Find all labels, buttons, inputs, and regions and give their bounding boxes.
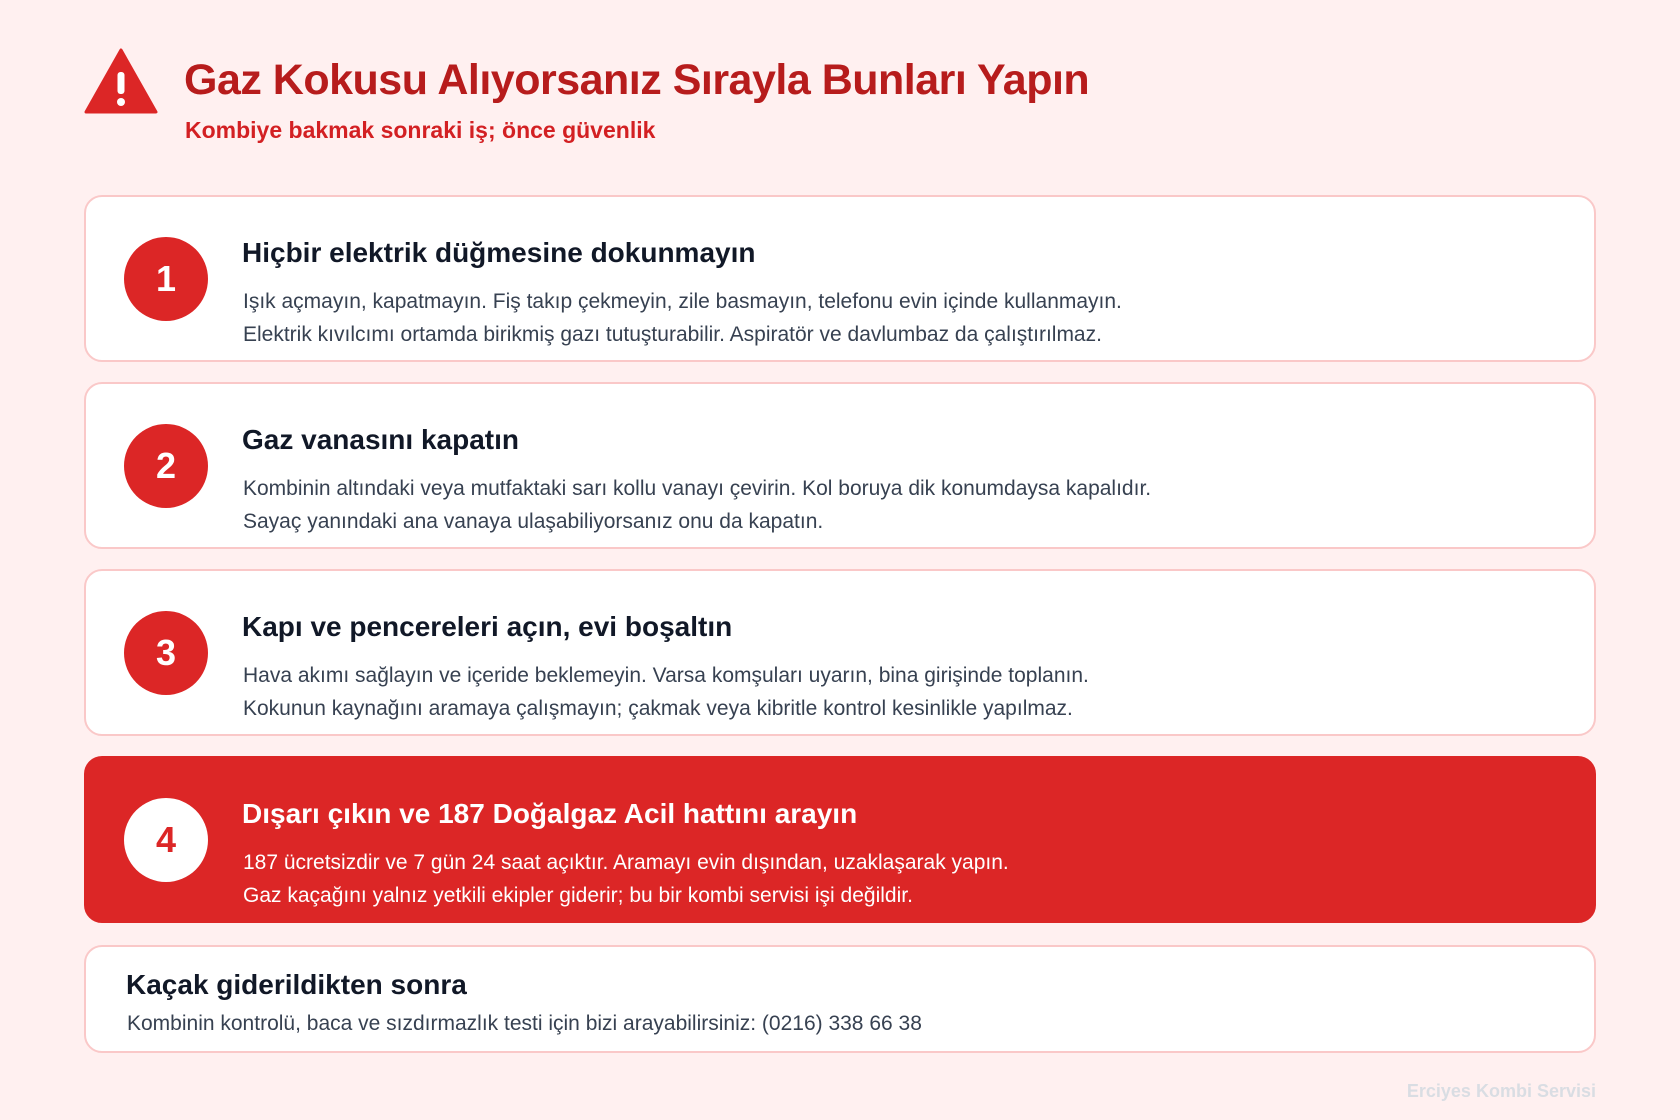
page-title: Gaz Kokusu Alıyorsanız Sırayla Bunları Yapın (184, 56, 1090, 104)
step-number-badge: 2 (124, 424, 208, 508)
after-leak-info-card (84, 945, 1596, 1053)
step-description-line: Sayaç yanındaki ana vanaya ulaşabiliyorsanız onu da kapatın. (243, 510, 824, 533)
step-description (243, 659, 1089, 725)
step-number-badge: 1 (124, 237, 208, 321)
step-description-line: Işık açmayın, kapatmayın. Fiş takıp çekmeyin, zile basmayın, telefonu evin içinde kullanmayın. (243, 290, 1122, 313)
step-description (243, 846, 1009, 912)
step-number-badge: 3 (124, 611, 208, 695)
step-card-1 (84, 195, 1596, 362)
header (84, 44, 1584, 154)
step-description (243, 472, 1151, 538)
step-title: Gaz vanasını kapatın (242, 424, 519, 455)
step-card-2 (84, 382, 1596, 549)
footer-brand: Erciyes Kombi Servisi (1406, 1081, 1596, 1101)
step-description-line: Elektrik kıvılcımı ortamda birikmiş gazı tutuşturabilir. Aspiratör ve davlumbaz da çalıştırılmaz. (243, 323, 1102, 346)
step-description-line: Kombinin altındaki veya mutfaktaki sarı kollu vanayı çevirin. Kol boruya dik konumdaysa kapalıdır. (243, 477, 1152, 500)
step-title: Hiçbir elektrik düğmesine dokunmayın (242, 237, 756, 268)
step-card-4-emergency (84, 756, 1596, 923)
step-title: Dışarı çıkın ve 187 Doğalgaz Acil hattını arayın (242, 798, 858, 829)
step-number-badge: 4 (124, 798, 208, 882)
after-leak-title: Kaçak giderildikten sonra (126, 969, 467, 1000)
warning-triangle-icon (84, 48, 158, 114)
step-description-line: Gaz kaçağını yalnız yetkili ekipler giderir; bu bir kombi servisi işi değildir. (243, 884, 913, 907)
after-leak-contact-text: Kombinin kontrolü, baca ve sızdırmazlık testi için bizi arayabilirsiniz: (0216) 338 66 38 (127, 1012, 922, 1035)
page-subtitle: Kombiye bakmak sonraki iş; önce güvenlik (185, 117, 656, 143)
step-title: Kapı ve pencereleri açın, evi boşaltın (242, 611, 733, 642)
step-description-line: 187 ücretsizdir ve 7 gün 24 saat açıktır. Aramayı evin dışından, uzaklaşarak yapın. (243, 851, 1009, 874)
steps-list (84, 195, 1596, 943)
step-description (243, 285, 1122, 351)
step-description-line: Kokunun kaynağını aramaya çalışmayın; çakmak veya kibritle kontrol kesinlikle yapılmaz. (243, 697, 1073, 720)
step-card-3 (84, 569, 1596, 736)
step-description-line: Hava akımı sağlayın ve içeride beklemeyin. Varsa komşuları uyarın, bina girişinde toplanın. (243, 664, 1089, 687)
